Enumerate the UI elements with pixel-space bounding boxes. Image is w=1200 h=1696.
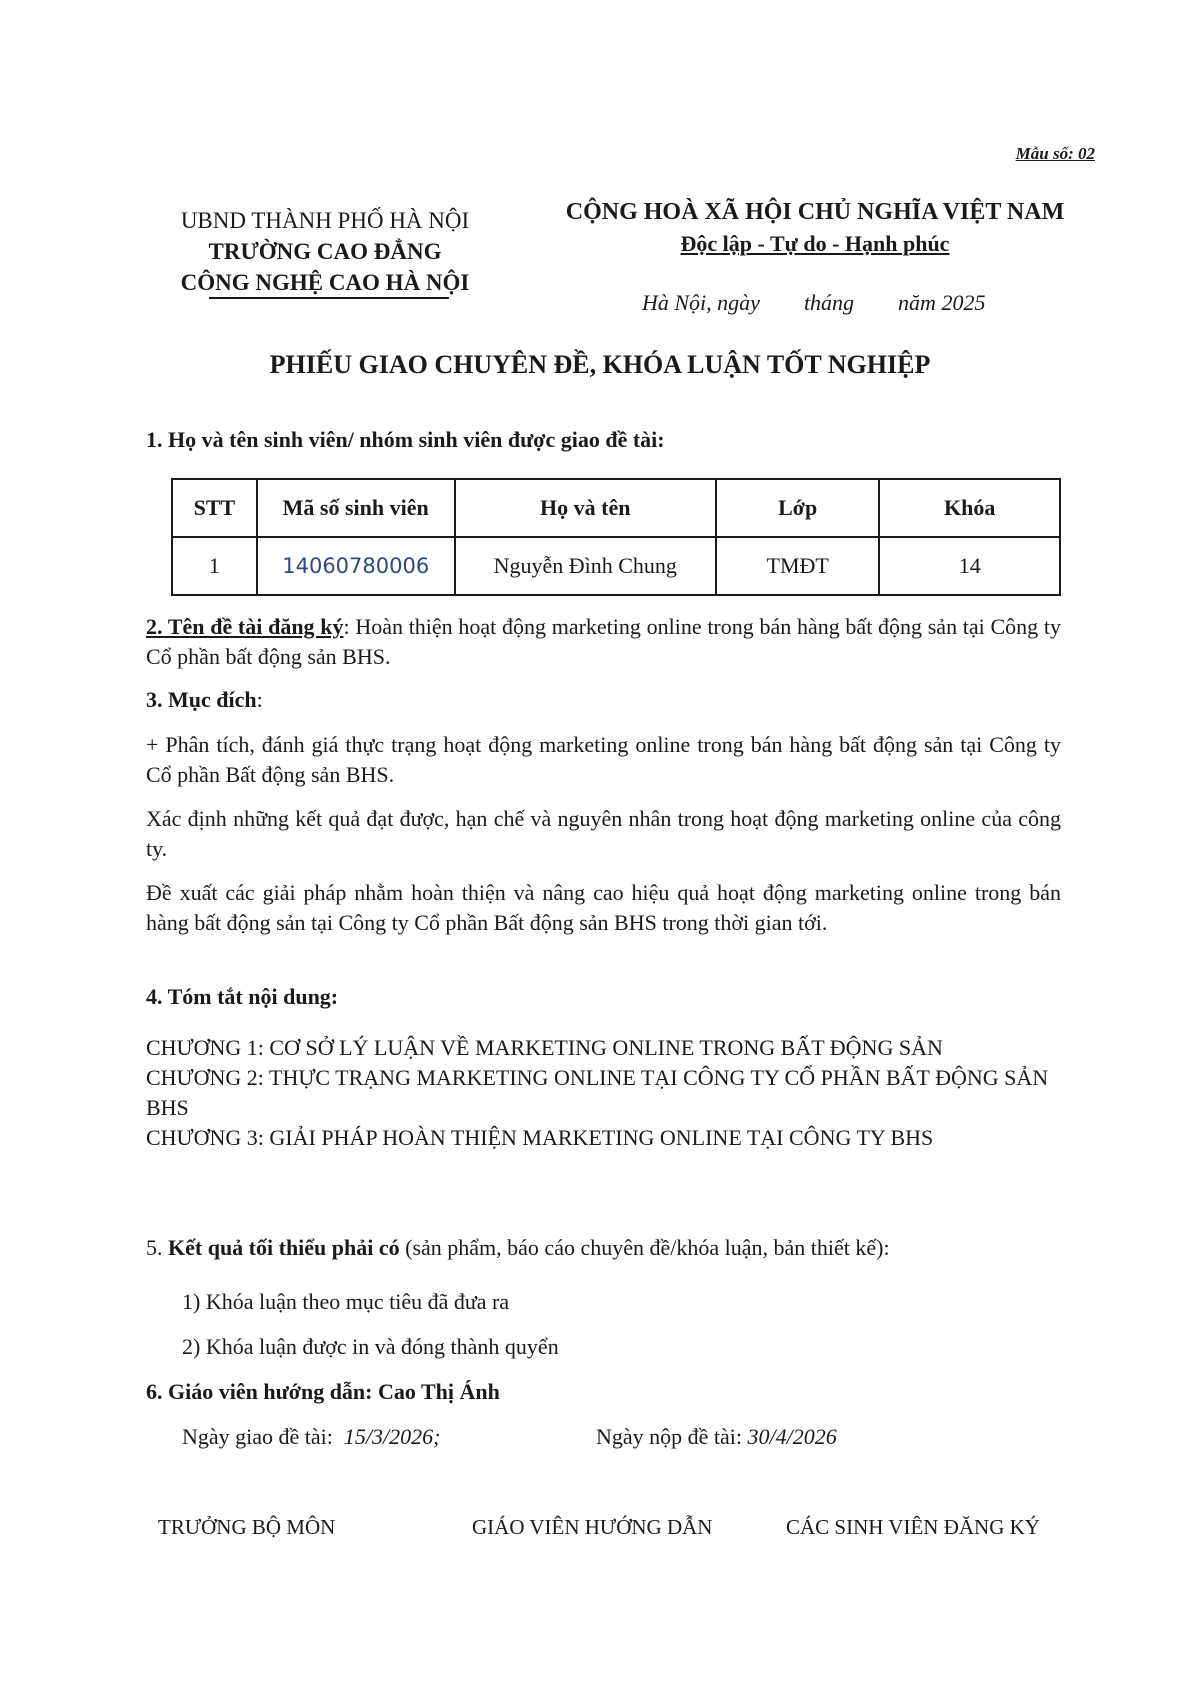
header-divider — [209, 297, 449, 299]
school-line-1: TRƯỜNG CAO ĐẲNG — [208, 239, 442, 264]
table-cell: Nguyễn Đình Chung — [455, 537, 716, 595]
header-cell: Họ và tên — [455, 479, 716, 537]
authority-line: UBND THÀNH PHỐ HÀ NỘI — [180, 208, 470, 233]
section2-label: 2. Tên đề tài đăng ký — [146, 614, 344, 639]
student-id-cell: 14060780006 — [257, 537, 455, 595]
submit-date — [596, 1422, 837, 1452]
issuing-authority-header — [150, 205, 500, 298]
purpose-item: + Phân tích, đánh giá thực trạng hoạt động marketing online trong bán hàng bất động sản tại Công ty Cổ phần Bất động sản BHS. — [146, 732, 1061, 787]
result-item: 1) Khóa luận theo mục tiêu đã đưa ra — [182, 1289, 510, 1314]
header-cell: Mã số sinh viên — [257, 479, 455, 537]
section5-note: (sản phẩm, báo cáo chuyên đề/khóa luận, bản thiết kế): — [399, 1235, 890, 1260]
chapter-item: CHƯƠNG 1: CƠ SỞ LÝ LUẬN VỀ MARKETING ONLINE TRONG BẤT ĐỘNG SẢN — [146, 1035, 943, 1060]
assign-date — [182, 1422, 440, 1452]
school-line-2: CÔNG NGHỆ CAO HÀ NỘI — [180, 270, 470, 295]
form-number: Mẫu số: 02 — [1015, 144, 1095, 163]
chapter-item: CHƯƠNG 3: GIẢI PHÁP HOÀN THIỆN MARKETING ONLINE TẠI CÔNG TY BHS — [146, 1125, 934, 1150]
purpose-item: Xác định những kết quả đạt được, hạn chế và nguyên nhân trong hoạt động marketing online của công ty. — [146, 806, 1061, 861]
document-title: PHIẾU GIAO CHUYÊN ĐỀ, KHÓA LUẬN TỐT NGHIỆP — [269, 350, 931, 379]
section6-heading: 6. Giáo viên hướng dẫn: Cao Thị Ánh — [146, 1379, 500, 1404]
chapter-list — [146, 1033, 1061, 1153]
section2 — [146, 612, 1061, 672]
header-cell: STT — [172, 479, 257, 537]
header-cell: Lớp — [716, 479, 880, 537]
national-header — [535, 197, 1095, 260]
table-cell: TMĐT — [716, 537, 880, 595]
section3-heading — [146, 685, 1061, 715]
table-cell: 14 — [879, 537, 1060, 595]
signature-students: CÁC SINH VIÊN ĐĂNG KÝ — [786, 1515, 1040, 1539]
chapter-item: CHƯƠNG 2: THỰC TRẠNG MARKETING ONLINE TẠI CÔNG TY CỔ PHẦN BẤT ĐỘNG SẢN BHS — [146, 1065, 1049, 1120]
student-table — [171, 478, 1061, 596]
section3-label: 3. Mục đích — [146, 687, 257, 712]
national-motto: Độc lập - Tự do - Hạnh phúc — [680, 231, 950, 256]
section5-heading — [146, 1233, 1061, 1263]
section2-text: : Hoàn thiện hoạt động marketing online trong bán hàng bất động sản tại Công ty Cổ phần bất động sản BHS. — [146, 614, 1061, 669]
date-line: Hà Nội, ngày tháng năm 2025 — [642, 290, 986, 315]
submit-date-value: 30/4/2026 — [747, 1424, 837, 1449]
section1-heading: 1. Họ và tên sinh viên/ nhóm sinh viên được giao đề tài: — [146, 427, 665, 452]
section5-label: Kết quả tối thiểu phải có — [168, 1235, 400, 1260]
national-title: CỘNG HOÀ XÃ HỘI CHỦ NGHĨA VIỆT NAM — [565, 199, 1065, 225]
result-item: 2) Khóa luận được in và đóng thành quyển — [182, 1334, 559, 1359]
table-row — [172, 537, 1060, 595]
section5-number: 5. — [146, 1235, 163, 1260]
assign-date-value: 15/3/2026; — [343, 1424, 441, 1449]
signature-supervisor: GIÁO VIÊN HƯỚNG DẪN — [472, 1515, 713, 1539]
assign-date-label: Ngày giao đề tài: — [182, 1424, 333, 1449]
table-header-row — [172, 479, 1060, 537]
section3-colon: : — [256, 687, 263, 712]
header-cell: Khóa — [879, 479, 1060, 537]
submit-date-label: Ngày nộp đề tài: — [596, 1424, 743, 1449]
table-cell: 1 — [172, 537, 257, 595]
signature-head-of-department: TRƯỞNG BỘ MÔN — [158, 1515, 336, 1539]
section4-heading: 4. Tóm tắt nội dung: — [146, 984, 339, 1009]
purpose-item: Đề xuất các giải pháp nhằm hoàn thiện và nâng cao hiệu quả hoạt động marketing online trong bán hàng bất động sản tại Công ty Cổ phần Bất động sản BHS trong thời gian tới. — [146, 880, 1061, 935]
